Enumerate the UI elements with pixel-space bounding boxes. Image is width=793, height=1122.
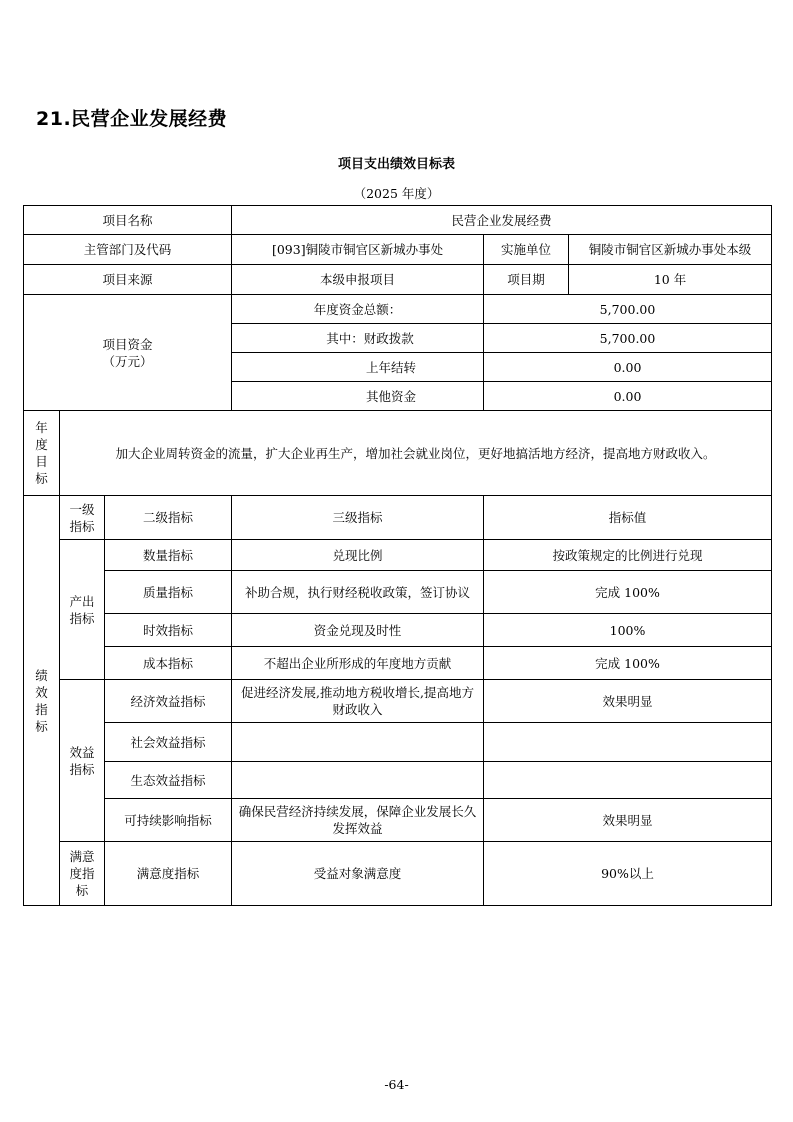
project-period-value: 10 年 xyxy=(569,265,772,295)
row-benefit-ecological xyxy=(24,762,772,799)
satisfaction-label-line3: 标 xyxy=(75,883,89,898)
project-name-label: 项目名称 xyxy=(24,206,232,235)
project-period-label: 项目期 xyxy=(484,265,569,295)
level3-indicator xyxy=(232,723,484,762)
indicator-value: 100% xyxy=(484,614,772,647)
row-satisfaction xyxy=(24,842,772,906)
level2-indicator: 数量指标 xyxy=(105,540,232,571)
row-department xyxy=(24,235,772,265)
level2-indicator: 时效指标 xyxy=(105,614,232,647)
row-output-quantity xyxy=(24,540,772,571)
funds-row-value: 0.00 xyxy=(484,353,772,382)
indicator-value: 效果明显 xyxy=(484,680,772,723)
header-level1 xyxy=(60,496,105,540)
level2-indicator: 可持续影响指标 xyxy=(105,799,232,842)
funds-row-label: 上年结转 xyxy=(232,353,484,382)
level3-indicator: 资金兑现及时性 xyxy=(232,614,484,647)
output-indicators-label xyxy=(60,540,105,680)
row-funds-total xyxy=(24,295,772,324)
project-funds-label xyxy=(24,295,232,411)
level3-indicator xyxy=(232,762,484,799)
annual-goal-label xyxy=(24,411,60,496)
row-output-timeliness xyxy=(24,614,772,647)
satisfaction-label-line2: 度指 xyxy=(69,866,95,881)
performance-label-char: 效 xyxy=(35,684,48,700)
level3-indicator: 促进经济发展,推动地方税收增长,提高地方财政收入 xyxy=(232,680,484,723)
table-title: 项目支出绩效目标表 xyxy=(337,157,455,172)
satisfaction-label-line1: 满意 xyxy=(69,849,95,864)
benefit-indicators-label xyxy=(60,680,105,842)
satisfaction-indicators-label xyxy=(60,842,105,906)
header-value: 指标值 xyxy=(484,496,772,540)
performance-target-table xyxy=(23,205,772,906)
funds-label-line1: 项目资金 xyxy=(102,336,153,352)
row-output-quality xyxy=(24,571,772,614)
funds-row-label: 其中：财政拨款 xyxy=(232,324,484,353)
implementing-unit-label: 实施单位 xyxy=(484,235,569,265)
department-value: [093]铜陵市铜官区新城办事处 xyxy=(232,235,484,265)
department-label: 主管部门及代码 xyxy=(24,235,232,265)
level2-indicator: 经济效益指标 xyxy=(105,680,232,723)
header-level1-line1: 一级 xyxy=(69,501,95,517)
row-indicator-header xyxy=(24,496,772,540)
output-label-line1: 产出 xyxy=(69,593,95,609)
benefit-label-line2: 指标 xyxy=(69,761,95,777)
indicator-value: 完成 100% xyxy=(484,647,772,680)
row-benefit-social xyxy=(24,723,772,762)
funds-label-line2: （万元） xyxy=(102,353,153,369)
project-name-value: 民营企业发展经费 xyxy=(232,206,772,235)
row-output-cost xyxy=(24,647,772,680)
row-benefit-sustainable xyxy=(24,799,772,842)
funds-row-value: 5,700.00 xyxy=(484,324,772,353)
page-number: -64- xyxy=(384,1077,409,1092)
funds-row-value: 5,700.00 xyxy=(484,295,772,324)
level3-indicator: 确保民营经济持续发展，保障企业发展长久发挥效益 xyxy=(232,799,484,842)
implementing-unit-value: 铜陵市铜官区新城办事处本级 xyxy=(569,235,772,265)
project-source-value: 本级申报项目 xyxy=(232,265,484,295)
section-title: 21.民营企业发展经费 xyxy=(36,108,228,130)
funds-row-label: 其他资金 xyxy=(232,382,484,411)
performance-indicators-label xyxy=(24,496,60,906)
level3-indicator: 不超出企业所形成的年度地方贡献 xyxy=(232,647,484,680)
annual-goal-label-char: 目 xyxy=(35,454,48,469)
header-level1-line2: 指标 xyxy=(69,518,95,534)
project-source-label: 项目来源 xyxy=(24,265,232,295)
header-level3: 三级指标 xyxy=(232,496,484,540)
level2-indicator: 生态效益指标 xyxy=(105,762,232,799)
indicator-value: 按政策规定的比例进行兑现 xyxy=(484,540,772,571)
indicator-value: 完成 100% xyxy=(484,571,772,614)
performance-label-char: 指 xyxy=(35,701,48,717)
row-project-name xyxy=(24,206,772,235)
annual-goal-label-char: 年 xyxy=(35,420,48,435)
level2-indicator: 质量指标 xyxy=(105,571,232,614)
benefit-label-line1: 效益 xyxy=(69,744,95,760)
indicator-value xyxy=(484,723,772,762)
performance-label-char: 绩 xyxy=(35,667,48,683)
table-year: （2025 年度） xyxy=(353,186,440,201)
indicator-value: 效果明显 xyxy=(484,799,772,842)
funds-row-label: 年度资金总额： xyxy=(232,295,484,324)
output-label-line2: 指标 xyxy=(69,610,95,626)
level2-indicator: 成本指标 xyxy=(105,647,232,680)
row-annual-goal xyxy=(24,411,772,496)
header-level2: 二级指标 xyxy=(105,496,232,540)
row-benefit-economic xyxy=(24,680,772,723)
funds-row-value: 0.00 xyxy=(484,382,772,411)
level3-indicator: 受益对象满意度 xyxy=(232,842,484,906)
indicator-value xyxy=(484,762,772,799)
level2-indicator: 社会效益指标 xyxy=(105,723,232,762)
level2-indicator: 满意度指标 xyxy=(105,842,232,906)
level3-indicator: 兑现比例 xyxy=(232,540,484,571)
performance-label-char: 标 xyxy=(35,718,48,734)
level3-indicator: 补助合规，执行财经税收政策，签订协议 xyxy=(232,571,484,614)
annual-goal-label-char: 度 xyxy=(35,437,48,452)
annual-goal-label-char: 标 xyxy=(35,471,48,486)
indicator-value: 90%以上 xyxy=(484,842,772,906)
annual-goal-text: 加大企业周转资金的流量，扩大企业再生产，增加社会就业岗位，更好地搞活地方经济，提高地方财政收入。 xyxy=(60,411,772,496)
row-project-source xyxy=(24,265,772,295)
